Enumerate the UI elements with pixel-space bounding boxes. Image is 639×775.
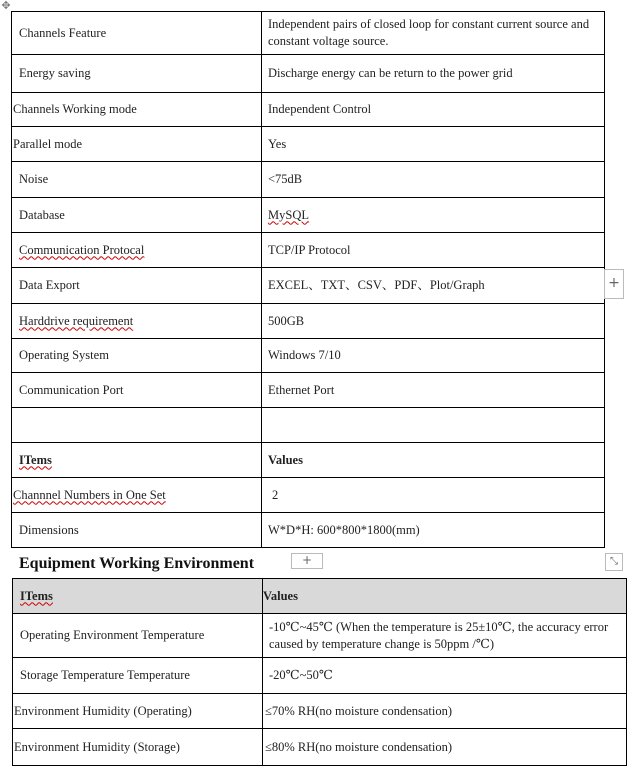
table-row <box>12 55 605 93</box>
table-row <box>12 339 605 373</box>
empty-cell[interactable] <box>262 408 605 443</box>
items-header[interactable] <box>12 443 262 478</box>
spec-value[interactable]: W*D*H: 600*800*1800(mm) <box>262 513 605 548</box>
spec-value-text: MySQL <box>268 207 309 222</box>
items-header[interactable] <box>13 579 263 614</box>
spec-value[interactable]: TCP/IP Protocol <box>262 233 605 268</box>
spec-label[interactable]: Dimensions <box>12 513 262 548</box>
env-label[interactable]: Environment Humidity (Operating) <box>13 694 263 729</box>
spec-label-text: Communication Protocal <box>19 242 145 257</box>
table-header-row <box>13 579 627 614</box>
spec-label[interactable]: Database <box>12 198 262 233</box>
add-column-button[interactable]: + <box>604 269 624 299</box>
table-row <box>13 694 627 729</box>
spec-label[interactable] <box>12 304 262 339</box>
spec-label[interactable]: Communication Port <box>12 373 262 408</box>
table-row <box>12 198 605 233</box>
spec-label-text: Channnel Numbers in One Set <box>13 487 166 502</box>
table-move-handle-icon[interactable]: ✥ <box>1 0 11 12</box>
table-row <box>13 729 627 766</box>
spec-value[interactable]: 2 <box>262 478 605 513</box>
spec-value[interactable]: Independent pairs of closed loop for constant current source and constant voltage source. <box>262 12 605 55</box>
spec-value[interactable]: Windows 7/10 <box>262 339 605 373</box>
spec-label[interactable] <box>12 478 262 513</box>
spec-label[interactable] <box>12 233 262 268</box>
spec-value[interactable]: <75dB <box>262 162 605 198</box>
spec-label[interactable]: Operating System <box>12 339 262 373</box>
table-row <box>12 127 605 162</box>
spec-label[interactable]: Channels Feature <box>12 12 262 55</box>
table-row <box>13 614 627 658</box>
spec-value[interactable]: EXCEL、TXT、CSV、PDF、Plot/Graph <box>262 268 605 304</box>
spec-value[interactable]: Yes <box>262 127 605 162</box>
table-row <box>12 12 605 55</box>
spec-label[interactable]: Energy saving <box>12 55 262 93</box>
table-row-empty <box>12 408 605 443</box>
values-header[interactable]: Values <box>262 443 605 478</box>
env-value[interactable]: ≤80% RH(no moisture condensation) <box>263 729 627 766</box>
env-value[interactable]: -20℃~50℃ <box>263 658 627 694</box>
table-row <box>12 513 605 548</box>
table-row <box>12 373 605 408</box>
spec-value[interactable]: Ethernet Port <box>262 373 605 408</box>
add-row-button[interactable]: + <box>291 553 323 569</box>
table-row <box>12 233 605 268</box>
table-header-row <box>12 443 605 478</box>
spec-table <box>11 11 605 548</box>
spec-label[interactable]: Data Export <box>12 268 262 304</box>
table-row <box>12 93 605 127</box>
items-header-text: ITems <box>20 588 53 603</box>
spec-label[interactable]: Parallel mode <box>12 127 262 162</box>
table-row <box>12 268 605 304</box>
section-heading: Equipment Working Environment <box>19 555 255 572</box>
env-label[interactable]: Storage Temperature Temperature <box>13 658 263 694</box>
env-label[interactable]: Operating Environment Temperature <box>13 614 263 658</box>
environment-table <box>12 578 627 766</box>
items-header-text: ITems <box>19 452 52 467</box>
resize-handle-icon[interactable]: ⤡ <box>605 553 623 571</box>
spec-label[interactable]: Noise <box>12 162 262 198</box>
spec-label[interactable]: Channels Working mode <box>12 93 262 127</box>
spec-value[interactable] <box>262 198 605 233</box>
spec-value[interactable]: 500GB <box>262 304 605 339</box>
spec-value[interactable]: Discharge energy can be return to the power grid <box>262 55 605 93</box>
env-value[interactable]: -10℃~45℃ (When the temperature is 25±10℃, the accuracy error caused by temperature change is 50ppm /℃) <box>263 614 627 658</box>
env-value[interactable]: ≤70% RH(no moisture condensation) <box>263 694 627 729</box>
table-row <box>12 162 605 198</box>
spec-label-text: Harddrive requirement <box>19 313 134 328</box>
table-row <box>12 304 605 339</box>
env-label[interactable]: Environment Humidity (Storage) <box>13 729 263 766</box>
table-row <box>12 478 605 513</box>
values-header[interactable]: Values <box>263 579 627 614</box>
spec-value[interactable]: Independent Control <box>262 93 605 127</box>
empty-cell[interactable] <box>12 408 262 443</box>
table-row <box>13 658 627 694</box>
